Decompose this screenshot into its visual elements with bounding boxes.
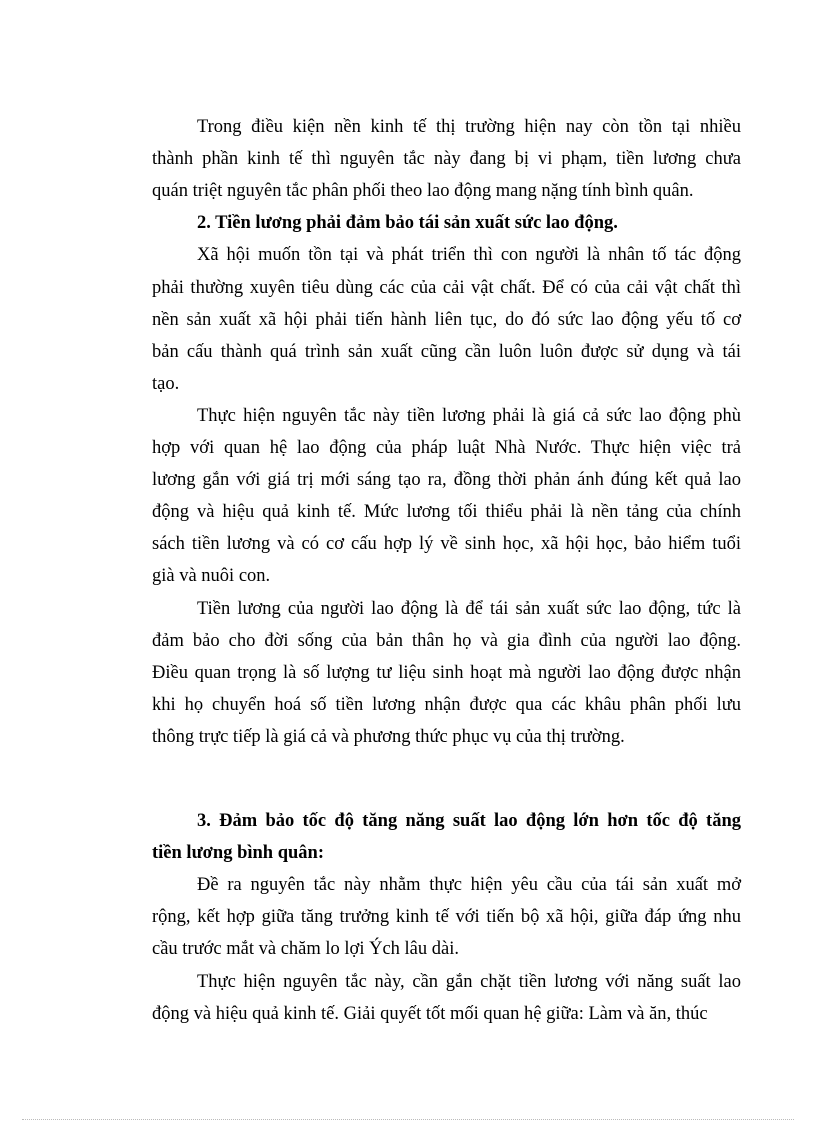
body-text-line: Đề ra nguyên tắc này nhằm thực hiện yêu cầu của tái sản xuất mở <box>197 875 741 896</box>
body-text-line: Trong điều kiện nền kinh tế thị trường hiện nay còn tồn tại nhiều <box>197 117 741 137</box>
body-text-line: động và hiệu quả kinh tế. Giải quyết tốt mối quan hệ giữa: Làm và ăn, thúc <box>152 1003 708 1024</box>
body-text-line: Xã hội muốn tồn tại và phát triển thì con người là nhân tố tác động <box>197 245 741 266</box>
body-text-line: quán triệt nguyên tắc phân phối theo lao động mang nặng tính bình quân. <box>152 181 694 202</box>
body-text-line: thành phần kinh tế thì nguyên tắc này đang bị vi phạm, tiền lương chưa <box>152 149 741 170</box>
section-heading-line: 2. Tiền lương phải đảm bảo tái sản xuất sức lao động. <box>197 213 618 234</box>
body-text-line: phải thường xuyên tiêu dùng các của cải vật chất. Để có của cải vật chất thì <box>152 277 741 298</box>
body-text-line: nền sản xuất xã hội phải tiến hành liên tục, do đó sức lao động yếu tố cơ <box>152 309 741 330</box>
section-heading-line: tiền lương bình quân: <box>152 843 324 864</box>
body-text-line: khi họ chuyển hoá số tiền lương nhận được qua các khâu phân phối lưu <box>152 694 741 715</box>
body-text-line: già và nuôi con. <box>152 566 271 587</box>
body-text-line: rộng, kết hợp giữa tăng trưởng kinh tế với tiến bộ xã hội, giữa đáp ứng nhu <box>152 907 741 928</box>
body-text-line: thông trực tiếp là giá cả và phương thức phục vụ của thị trường. <box>152 726 625 747</box>
page-bottom-divider <box>22 1119 794 1120</box>
body-text-line: cầu trước mắt và chăm lo lợi Ých lâu dài. <box>152 939 459 960</box>
body-text-line: bản cấu thành quá trình sản xuất cũng cần luôn luôn được sử dụng và tái <box>152 341 741 362</box>
body-text-line: đảm bảo cho đời sống của bản thân họ và gia đình của người lao động. <box>152 630 741 651</box>
body-text-line: sách tiền lương và có cơ cấu hợp lý về sinh học, xã hội học, bảo hiểm tuổi <box>152 534 741 555</box>
body-text-line: Điều quan trọng là số lượng tư liệu sinh hoạt mà người lao động được nhận <box>152 662 741 683</box>
body-text-line: hợp với quan hệ lao động của pháp luật Nhà Nước. Thực hiện việc trả <box>152 438 741 458</box>
body-text-line: Thực hiện nguyên tắc này, cần gắn chặt tiền lương với năng suất lao <box>197 971 741 992</box>
body-text-line: Thực hiện nguyên tắc này tiền lương phải là giá cả sức lao động phù <box>197 405 741 426</box>
body-text-line: Tiền lương của người lao động là để tái sản xuất sức lao động, tức là <box>197 598 741 619</box>
body-text-line: lương gắn với giá trị mới sáng tạo ra, đồng thời phản ánh đúng kết quả lao <box>152 470 741 491</box>
section-heading-line: 3. Đảm bảo tốc độ tăng năng suất lao động lớn hơn tốc độ tăng <box>197 811 741 831</box>
body-text-line: động và hiệu quả kinh tế. Mức lương tối thiểu phải là nền tảng của chính <box>152 502 741 523</box>
body-text-line: tạo. <box>152 373 180 394</box>
